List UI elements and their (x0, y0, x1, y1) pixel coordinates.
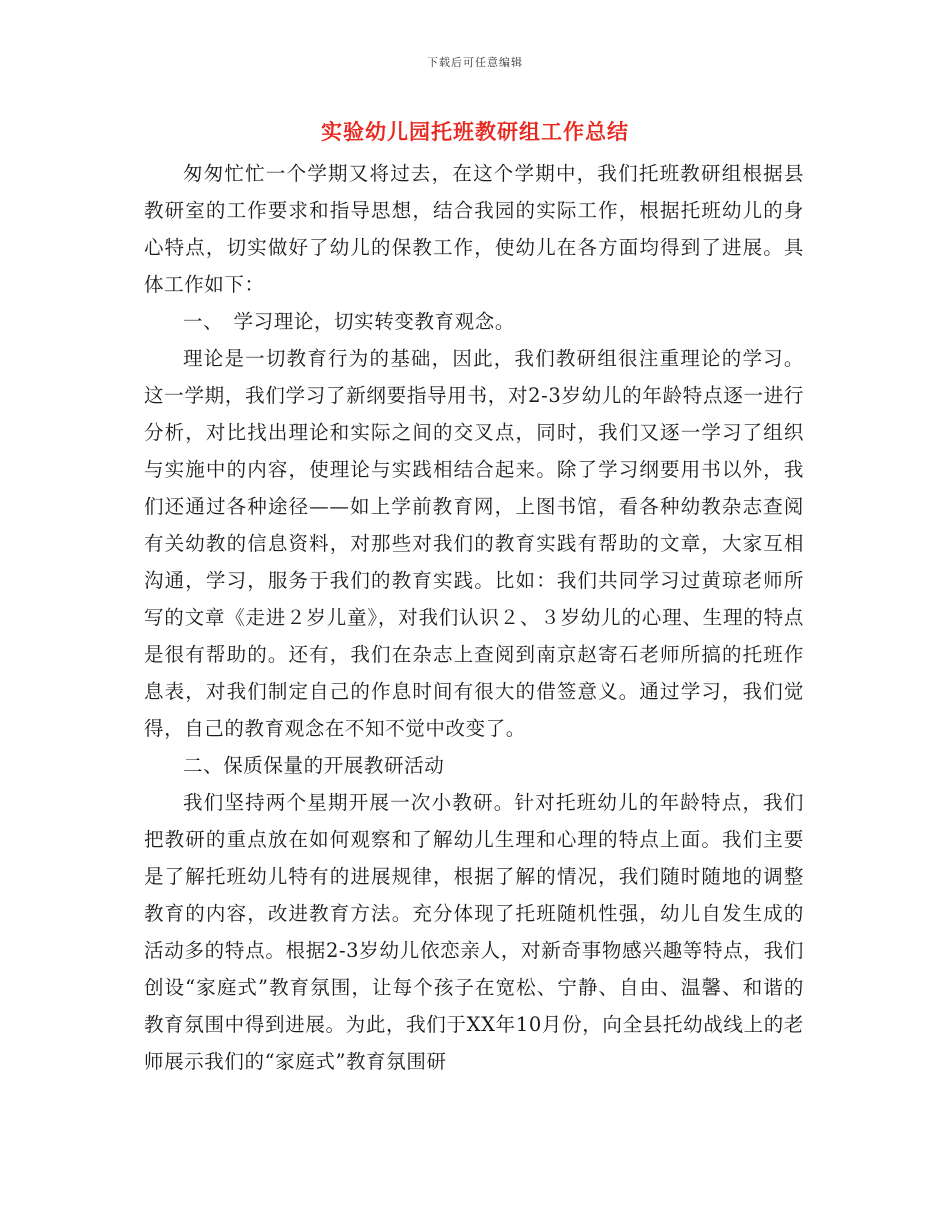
section-2-paragraph: 我们坚持两个星期开展一次小教研。针对托班幼儿的年龄特点，我们把教研的重点放在如何观察和了解幼儿生理和心理的特点上面。我们主要是了解托班幼儿特有的进展规律，根据了解的情况，我们随时随地的调整教育的内容，改进教育方法。充分体现了托班随机性强，幼儿自发生成的活动多的特点。根据2-3岁幼儿依恋亲人，对新奇事物感兴趣等特点，我们创设“家庭式”教育氛围，让每个孩子在宽松、宁静、自由、温馨、和谐的教育氛围中得到进展。为此，我们于XX年10月份，向全县托幼战线上的老师展示我们的“家庭式”教育氛围研 (144, 791, 804, 1073)
intro-paragraph: 匆匆忙忙一个学期又将过去，在这个学期中，我们托班教研组根据县教研室的工作要求和指导思想，结合我园的实际工作，根据托班幼儿的身心特点，切实做好了幼儿的保教工作，使幼儿在各方面均得到了进展。具体工作如下： (144, 162, 804, 296)
document-body (144, 155, 804, 1080)
document-title: 实验幼儿园托班教研组工作总结 (321, 119, 629, 144)
section-heading-1: 一、 学习理论，切实转变教育观念。 (183, 310, 515, 333)
section-heading-2: 二、保质保量的开展教研活动 (183, 754, 445, 777)
section-1-paragraph: 理论是一切教育行为的基础，因此，我们教研组很注重理论的学习。这一学期，我们学习了新纲要指导用书，对2-3岁幼儿的年龄特点逐一进行分析，对比找出理论和实际之间的交叉点，同时，我们又逐一学习了组织与实施中的内容，使理论与实践相结合起来。除了学习纲要用书以外，我们还通过各种途径——如上学前教育网，上图书馆，看各种幼教杂志查阅有关幼教的信息资料，对那些对我们的教育实践有帮助的文章，大家互相沟通，学习，服务于我们的教育实践。比如：我们共同学习过黄琼老师所写的文章《走进２岁儿童》，对我们认识２、３岁幼儿的心理、生理的特点是很有帮助的。还有，我们在杂志上查阅到南京赵寄石老师所搞的托班作息表，对我们制定自己的作息时间有很大的借签意义。通过学习，我们觉得，自己的教育观念在不知不觉中改变了。 (144, 347, 804, 740)
header-note: 下载后可任意编辑 (427, 56, 523, 69)
